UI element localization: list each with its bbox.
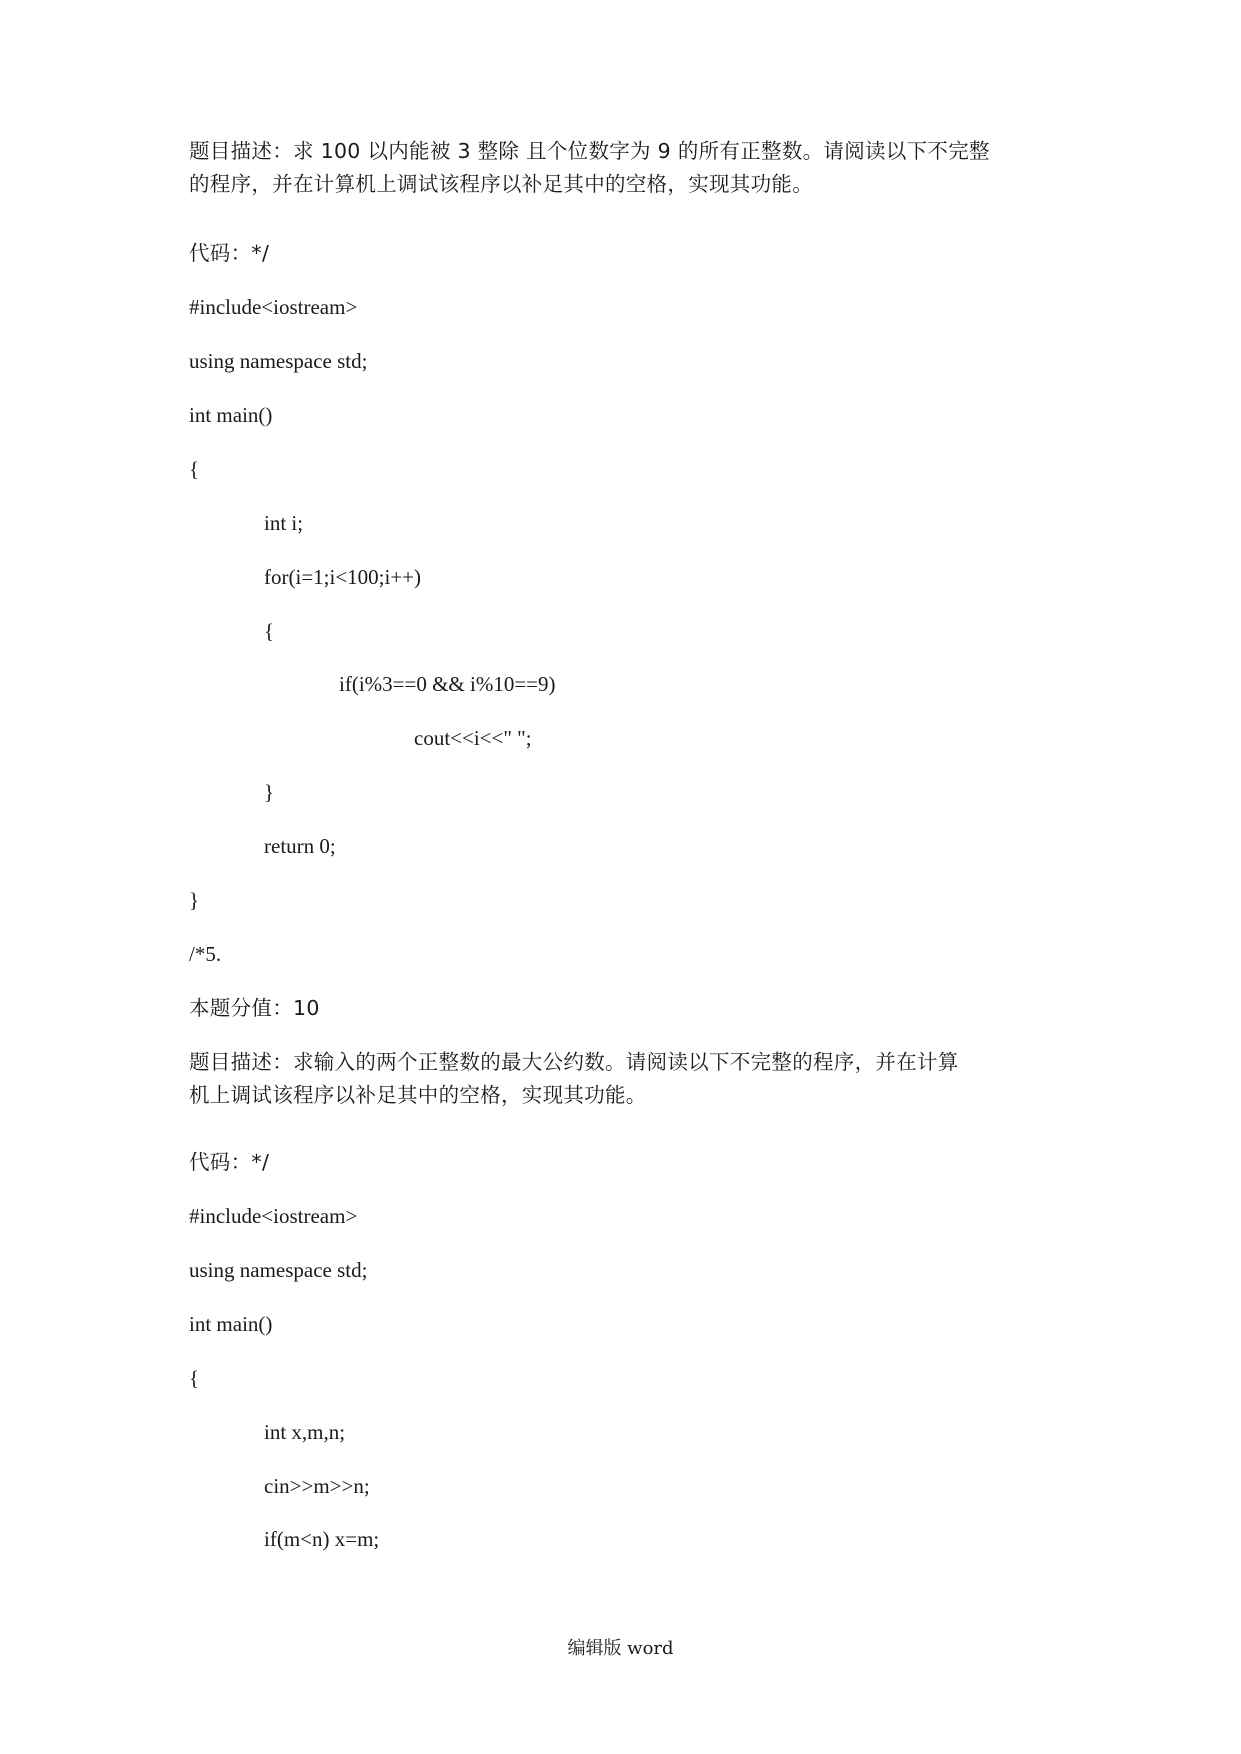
q4-code-line: } — [189, 888, 200, 912]
q5-code-line: { — [189, 1366, 200, 1390]
q5-code-line: #include<iostream> — [189, 1204, 358, 1228]
q4-code-line: for(i=1;i<100;i++) — [264, 565, 422, 589]
q4-code-line: #include<iostream> — [189, 295, 358, 319]
q4-code-line: cout<<i<<" "; — [414, 726, 532, 750]
q5-code-line: int x,m,n; — [264, 1420, 346, 1444]
q5-header: /*5. — [189, 942, 222, 966]
q5-score: 本题分值：10 — [189, 996, 320, 1020]
q4-code-line: int main() — [189, 403, 273, 427]
q4-description-line-1: 题目描述：求 100 以内能被 3 整除 且个位数字为 9 的所有正整数。请阅读以下不完整 — [189, 139, 990, 163]
q4-code-line: } — [264, 780, 275, 804]
q5-code-line: if(m<n) x=m; — [264, 1527, 380, 1551]
q5-code-line: using namespace std; — [189, 1258, 368, 1282]
q4-code-line: { — [264, 619, 275, 643]
q4-code-line: if(i%3==0 && i%10==9) — [339, 672, 556, 696]
q4-code-line: int i; — [264, 511, 304, 535]
page-footer: 编辑版 word — [567, 1638, 674, 1659]
q5-code-line: cin>>m>>n; — [264, 1474, 370, 1498]
q5-code-line: int main() — [189, 1312, 273, 1336]
q5-description-line-1: 题目描述：求输入的两个正整数的最大公约数。请阅读以下不完整的程序，并在计算 — [189, 1050, 959, 1074]
q4-code-line: using namespace std; — [189, 349, 368, 373]
q4-code-label: 代码：*/ — [189, 241, 270, 265]
q4-code-line: return 0; — [264, 834, 336, 858]
q5-code-label: 代码：*/ — [189, 1150, 270, 1174]
q5-description-line-2: 机上调试该程序以补足其中的空格，实现其功能。 — [189, 1083, 647, 1107]
q4-description-line-2: 的程序，并在计算机上调试该程序以补足其中的空格，实现其功能。 — [189, 172, 813, 196]
q4-code-line: { — [189, 457, 200, 481]
